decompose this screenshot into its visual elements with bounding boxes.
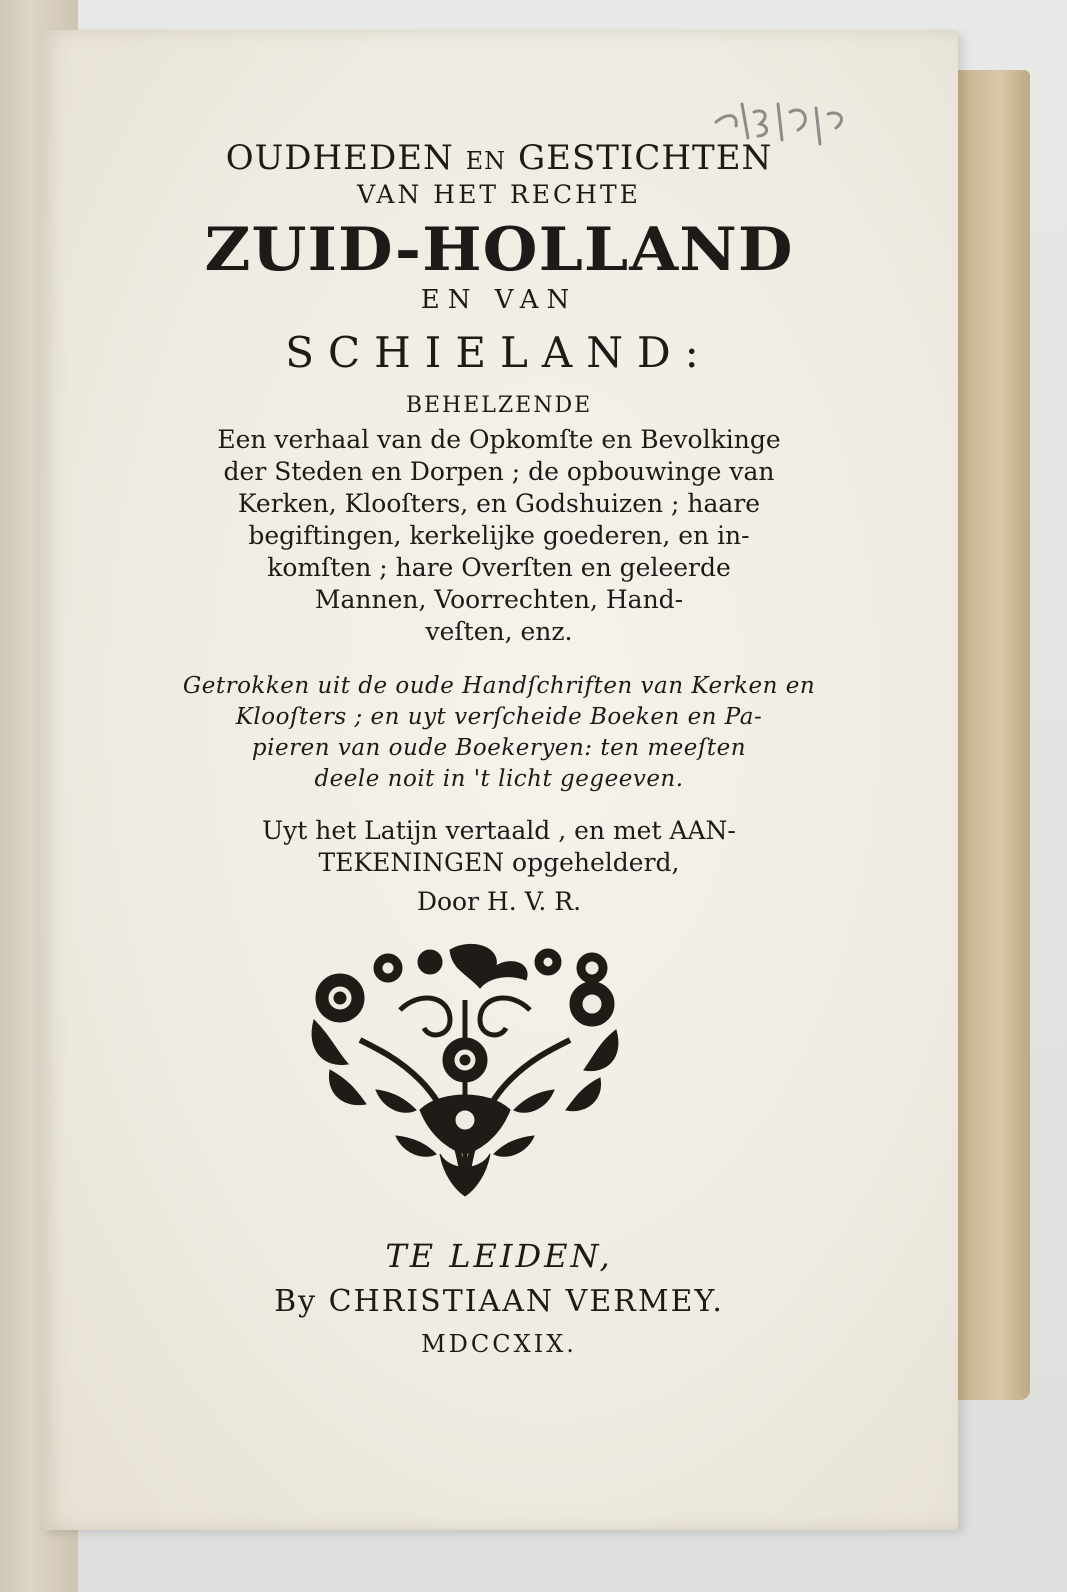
title-word-gestichten: GESTICHTEN xyxy=(517,138,773,178)
title-line-1 xyxy=(40,138,958,178)
source-line: deele noit in 't licht gegeeven. xyxy=(314,766,684,792)
author-line: Door H. V. R. xyxy=(416,887,582,916)
source-line: Klooſters ; en uyt verſcheide Boeken en Pa- xyxy=(235,704,763,730)
title-word-en: EN xyxy=(465,147,507,175)
description-line: der Steden en Dorpen ; de opbouwinge van xyxy=(223,457,775,486)
title-line-2: VAN HET RECHTE xyxy=(357,180,641,209)
description-line: Mannen, Voorrechten, Hand- xyxy=(314,585,684,614)
title-word-oudheden: OUDHEDEN xyxy=(225,138,454,178)
imprint-place: TE LEIDEN, xyxy=(385,1237,613,1275)
description-line: Een verhaal van de Opkomſte en Bevolkinge xyxy=(217,425,781,454)
title-main-schieland: SCHIELAND: xyxy=(285,328,713,377)
imprint-printer: By CHRISTIAAN VERMEY. xyxy=(274,1284,724,1319)
translation-line: TEKENINGEN opgehelderd, xyxy=(318,848,680,877)
source-line: Getrokken uit de oude Handſchriften van Kerken en xyxy=(182,673,816,699)
subtitle-behelzende: BEHELZENDE xyxy=(405,393,593,418)
description-line: Kerken, Klooſters, en Godshuizen ; haare xyxy=(237,489,761,518)
translation-line: Uyt het Latijn vertaald , en met AAN- xyxy=(262,816,736,845)
imprint-year: MDCCXIX. xyxy=(421,1330,577,1358)
title-line-en-van: EN VAN xyxy=(420,285,578,315)
title-main-zuid-holland: ZUID-HOLLAND xyxy=(204,215,794,285)
title-page xyxy=(40,30,958,1530)
source-line: pieren van oude Boekeryen: ten meeſten xyxy=(251,735,747,761)
description-line: komſten ; hare Overſten en geleerde xyxy=(267,553,731,582)
floral-vignette-ornament xyxy=(300,940,630,1200)
description-line: begiftingen, kerkelijke goederen, en in- xyxy=(248,521,750,550)
description-line: veſten, enz. xyxy=(425,617,573,646)
